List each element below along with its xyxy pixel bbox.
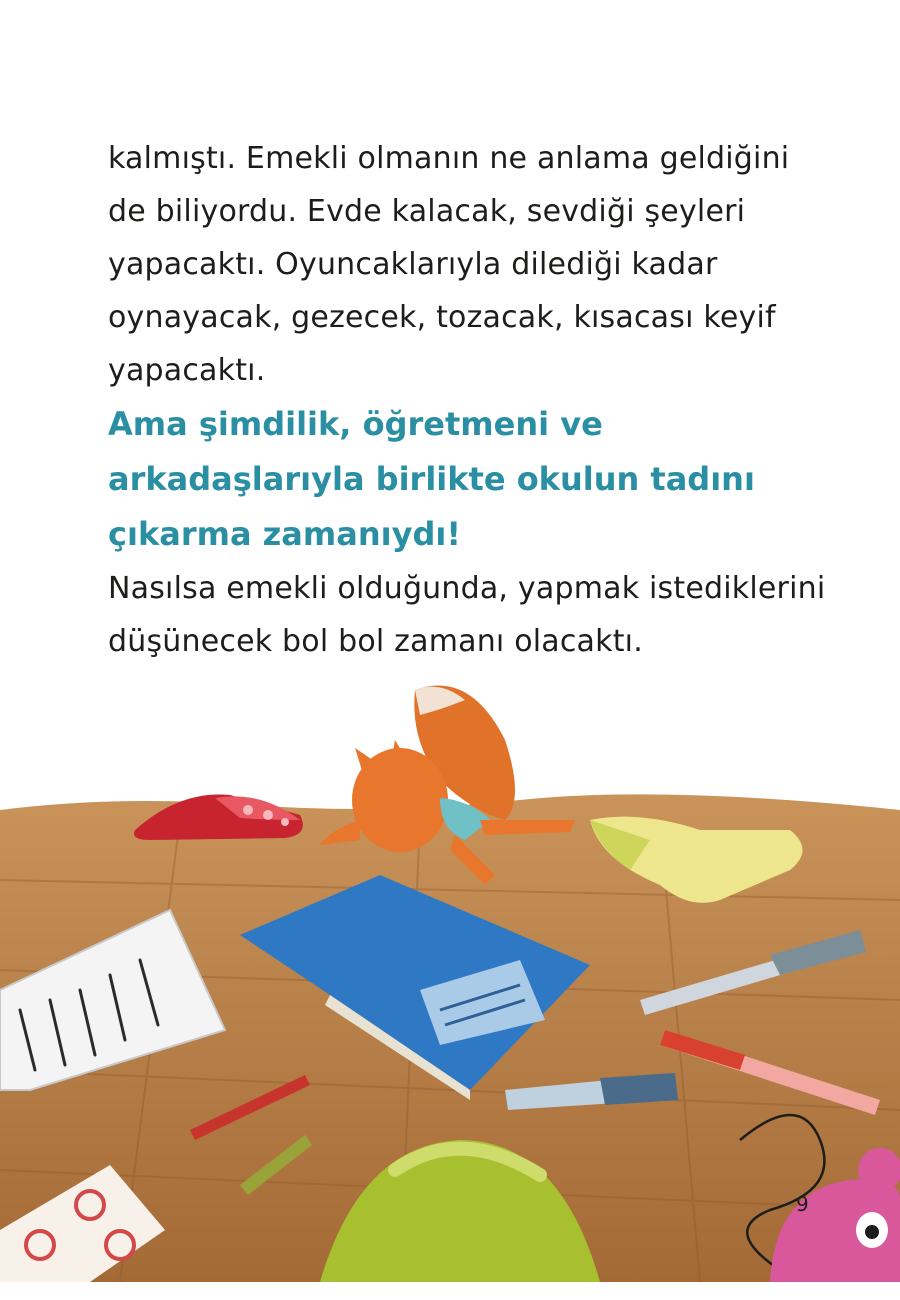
text-line: yapacaktı.: [108, 353, 266, 388]
text-line: düşünecek bol bol zamanı olacaktı.: [108, 624, 643, 659]
text-line: Nasılsa emekli olduğunda, yapmak istediklerini: [108, 571, 826, 606]
text-line: yapacaktı. Oyuncaklarıyla dilediği kadar: [108, 247, 718, 282]
text-line: de biliyordu. Evde kalacak, sevdiği şeyleri: [108, 194, 746, 229]
highlight-line: çıkarma zamanıydı!: [108, 515, 461, 553]
highlight-paragraph: [108, 397, 808, 562]
floor-illustration: [0, 670, 900, 1282]
text-line: oynayacak, gezecek, tozacak, kısacası keyif: [108, 300, 776, 335]
highlight-line: Ama şimdilik, öğretmeni ve: [108, 405, 603, 443]
page-number: 9: [796, 1192, 809, 1216]
paragraph-2: [108, 562, 826, 668]
text-block: [108, 132, 826, 668]
paragraph-1: [108, 132, 808, 397]
text-line: kalmıştı. Emekli olmanın ne anlama geldiğini: [108, 141, 790, 176]
highlight-line: arkadaşlarıyla birlikte okulun tadını: [108, 460, 755, 498]
